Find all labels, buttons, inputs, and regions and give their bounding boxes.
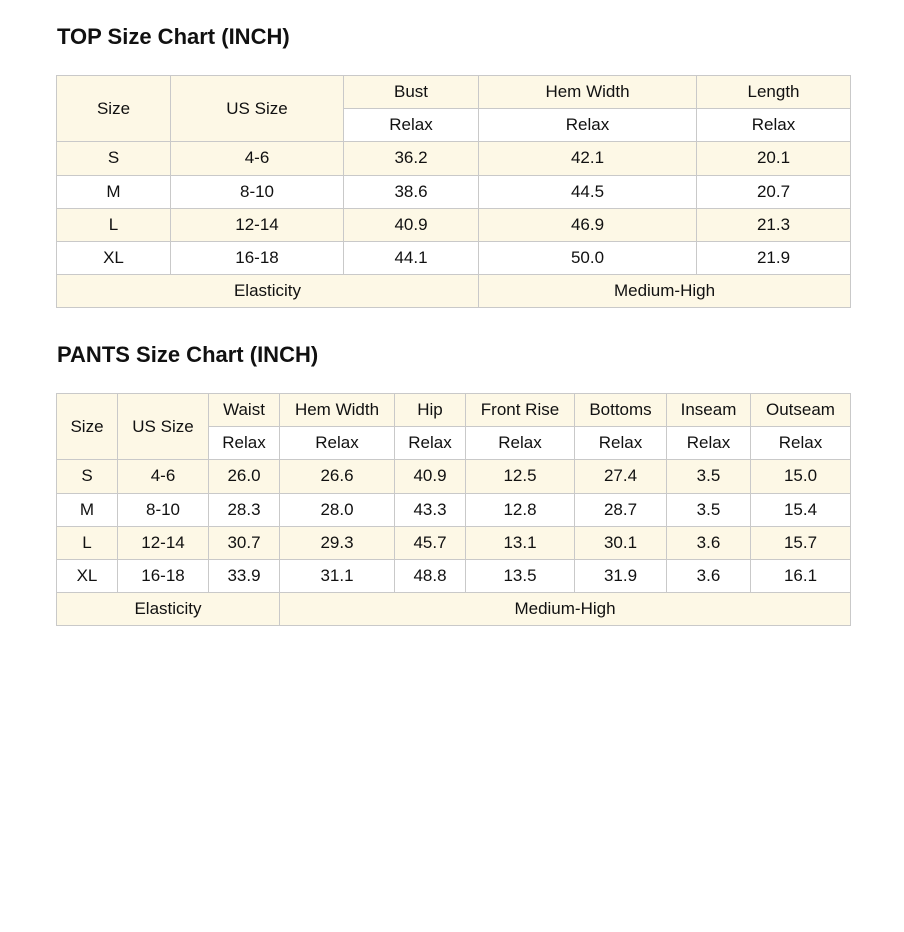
table-row bbox=[57, 493, 851, 526]
table-cell: 4-6 bbox=[118, 460, 209, 493]
hem-width-header: Hem Width bbox=[479, 76, 697, 109]
elasticity-row bbox=[57, 275, 851, 308]
table-cell: 20.1 bbox=[697, 142, 851, 175]
table-cell: 13.1 bbox=[466, 526, 575, 559]
table-cell: XL bbox=[57, 559, 118, 592]
table-cell: 28.7 bbox=[575, 493, 667, 526]
table-cell: 30.1 bbox=[575, 526, 667, 559]
table-cell: 50.0 bbox=[479, 241, 697, 274]
table-cell: 26.0 bbox=[209, 460, 280, 493]
table-cell: 42.1 bbox=[479, 142, 697, 175]
outseam-header: Outseam bbox=[751, 394, 851, 427]
top-size-chart-title: TOP Size Chart (INCH) bbox=[57, 24, 290, 49]
table-cell: M bbox=[57, 493, 118, 526]
table-row bbox=[57, 526, 851, 559]
hem-width-relax-subheader: Relax bbox=[280, 427, 395, 460]
table-cell: 16-18 bbox=[118, 559, 209, 592]
length-relax-subheader: Relax bbox=[697, 109, 851, 142]
table-cell: 43.3 bbox=[395, 493, 466, 526]
table-cell: 44.5 bbox=[479, 175, 697, 208]
table-cell: 15.0 bbox=[751, 460, 851, 493]
length-header: Length bbox=[697, 76, 851, 109]
table-cell: 15.4 bbox=[751, 493, 851, 526]
table-cell: 20.7 bbox=[697, 175, 851, 208]
table-cell: 27.4 bbox=[575, 460, 667, 493]
table-row bbox=[57, 559, 851, 592]
us-size-header: US Size bbox=[118, 394, 209, 460]
hip-relax-subheader: Relax bbox=[395, 427, 466, 460]
table-cell: 31.1 bbox=[280, 559, 395, 592]
bust-relax-subheader: Relax bbox=[344, 109, 479, 142]
top-size-table bbox=[56, 75, 851, 308]
elasticity-label: Elasticity bbox=[57, 593, 280, 626]
table-cell: 26.6 bbox=[280, 460, 395, 493]
table-cell: 13.5 bbox=[466, 559, 575, 592]
table-cell: 40.9 bbox=[344, 208, 479, 241]
table-header-row bbox=[57, 394, 851, 427]
table-header-row bbox=[57, 76, 851, 109]
table-cell: 16-18 bbox=[171, 241, 344, 274]
table-cell: 12-14 bbox=[171, 208, 344, 241]
table-cell: 3.6 bbox=[667, 559, 751, 592]
bottoms-header: Bottoms bbox=[575, 394, 667, 427]
table-cell: 30.7 bbox=[209, 526, 280, 559]
size-header: Size bbox=[57, 76, 171, 142]
table-cell: 28.0 bbox=[280, 493, 395, 526]
front-rise-header: Front Rise bbox=[466, 394, 575, 427]
table-cell: S bbox=[57, 460, 118, 493]
waist-header: Waist bbox=[209, 394, 280, 427]
elasticity-value: Medium-High bbox=[280, 593, 851, 626]
us-size-header: US Size bbox=[171, 76, 344, 142]
table-cell: 44.1 bbox=[344, 241, 479, 274]
table-cell: 12.8 bbox=[466, 493, 575, 526]
bust-header: Bust bbox=[344, 76, 479, 109]
table-cell: 28.3 bbox=[209, 493, 280, 526]
table-cell: 21.9 bbox=[697, 241, 851, 274]
table-cell: 8-10 bbox=[171, 175, 344, 208]
table-cell: 46.9 bbox=[479, 208, 697, 241]
table-cell: 21.3 bbox=[697, 208, 851, 241]
table-cell: 8-10 bbox=[118, 493, 209, 526]
elasticity-value: Medium-High bbox=[479, 275, 851, 308]
outseam-relax-subheader: Relax bbox=[751, 427, 851, 460]
elasticity-label: Elasticity bbox=[57, 275, 479, 308]
table-cell: 4-6 bbox=[171, 142, 344, 175]
pants-size-table bbox=[56, 393, 851, 626]
inseam-header: Inseam bbox=[667, 394, 751, 427]
table-cell: 38.6 bbox=[344, 175, 479, 208]
table-cell: 29.3 bbox=[280, 526, 395, 559]
table-cell: 40.9 bbox=[395, 460, 466, 493]
table-cell: 3.5 bbox=[667, 460, 751, 493]
table-cell: 12-14 bbox=[118, 526, 209, 559]
table-cell: 31.9 bbox=[575, 559, 667, 592]
table-cell: S bbox=[57, 142, 171, 175]
table-cell: 12.5 bbox=[466, 460, 575, 493]
inseam-relax-subheader: Relax bbox=[667, 427, 751, 460]
table-cell: XL bbox=[57, 241, 171, 274]
table-row bbox=[57, 241, 851, 274]
hip-header: Hip bbox=[395, 394, 466, 427]
table-cell: L bbox=[57, 208, 171, 241]
hem-width-relax-subheader: Relax bbox=[479, 109, 697, 142]
table-cell: 16.1 bbox=[751, 559, 851, 592]
table-cell: 3.6 bbox=[667, 526, 751, 559]
table-cell: L bbox=[57, 526, 118, 559]
elasticity-row bbox=[57, 593, 851, 626]
table-row bbox=[57, 175, 851, 208]
waist-relax-subheader: Relax bbox=[209, 427, 280, 460]
table-cell: 48.8 bbox=[395, 559, 466, 592]
table-cell: 33.9 bbox=[209, 559, 280, 592]
table-cell: 3.5 bbox=[667, 493, 751, 526]
table-cell: 15.7 bbox=[751, 526, 851, 559]
hem-width-header: Hem Width bbox=[280, 394, 395, 427]
table-cell: 36.2 bbox=[344, 142, 479, 175]
front-rise-relax-subheader: Relax bbox=[466, 427, 575, 460]
bottoms-relax-subheader: Relax bbox=[575, 427, 667, 460]
pants-size-chart-title: PANTS Size Chart (INCH) bbox=[57, 342, 319, 367]
table-row bbox=[57, 208, 851, 241]
table-row bbox=[57, 142, 851, 175]
table-cell: 45.7 bbox=[395, 526, 466, 559]
table-row bbox=[57, 460, 851, 493]
size-header: Size bbox=[57, 394, 118, 460]
table-cell: M bbox=[57, 175, 171, 208]
